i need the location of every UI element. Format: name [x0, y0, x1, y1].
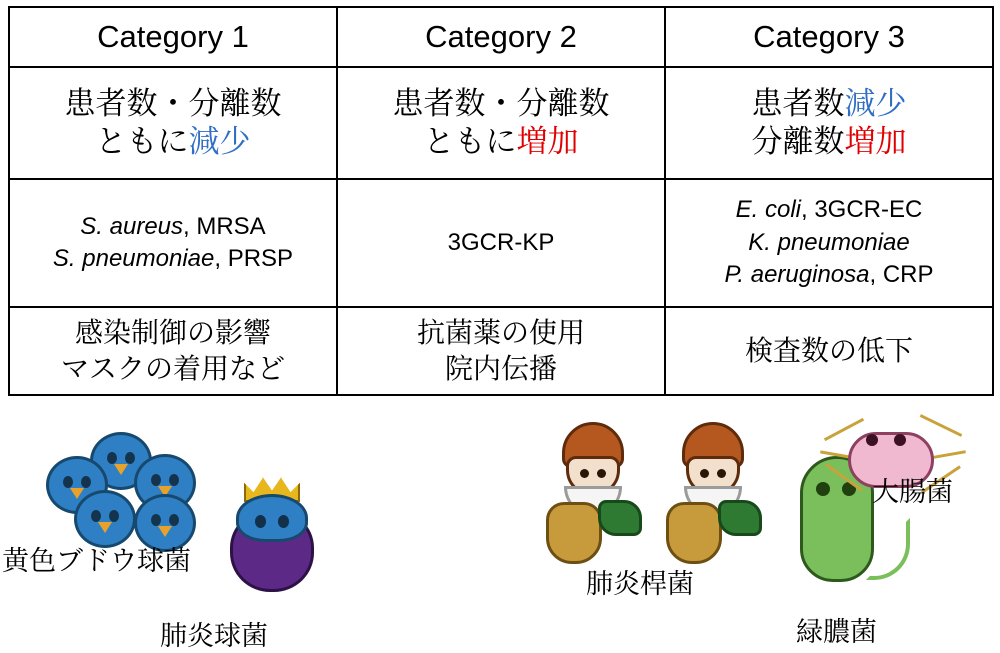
table-reason-row	[9, 307, 993, 395]
pneumococcus-illustration	[218, 476, 326, 606]
organism-line	[16, 243, 330, 275]
eye-icon	[717, 469, 726, 478]
eye-icon	[597, 469, 606, 478]
reason-line: マスクの着用など	[60, 353, 285, 384]
eye-icon	[278, 515, 289, 528]
trend-3-line-2-plain: 分離数	[751, 124, 845, 159]
label-staphylococcus: 黄色ブドウ球菌	[2, 546, 191, 576]
header-category-3: Category 3	[665, 7, 993, 67]
label-pneumococcus: 肺炎球菌	[160, 621, 268, 651]
organism-genus: S. aureus	[80, 212, 184, 240]
reason-cell-3	[665, 307, 993, 395]
flagellum-icon	[920, 414, 963, 437]
category-table	[8, 6, 994, 396]
flagellum-icon	[866, 518, 910, 580]
trend-3-increase-mark: 増加	[844, 124, 907, 159]
organisms-cell-2	[337, 179, 665, 307]
beak-icon	[114, 464, 128, 475]
leaf-icon	[718, 500, 762, 536]
reason-cell-2	[337, 307, 665, 395]
organisms-cell-1	[9, 179, 337, 307]
trend-1-line-1: 患者数・分離数	[64, 86, 282, 122]
organism-genus: E. coli	[735, 196, 801, 224]
category-table-wrapper	[8, 6, 992, 396]
illustration-area	[0, 414, 1000, 651]
beak-icon	[98, 522, 112, 533]
klebsiella-illustration	[540, 422, 644, 572]
eye-icon	[255, 515, 266, 528]
header-category-1: Category 1	[9, 7, 337, 67]
eye-icon	[866, 434, 878, 446]
reason-line: 院内伝播	[444, 353, 557, 384]
reason-cell-1	[9, 307, 337, 395]
trend-3-line-1-plain: 患者数	[751, 86, 845, 122]
trend-2-line-2-plain: ともに	[423, 124, 517, 159]
reason-line: 感染制御の影響	[74, 317, 271, 349]
sack-icon	[666, 502, 722, 564]
organism-genus: K. pneumoniae	[748, 228, 910, 256]
trend-cell-3	[665, 67, 993, 179]
organism-genus: S. pneumoniae	[52, 245, 215, 272]
organisms-cell-3	[665, 179, 993, 307]
organism-line: 3GCR-KP	[447, 228, 555, 256]
trend-2-line-1: 患者数・分離数	[392, 86, 610, 122]
organism-rest: , CRP	[869, 261, 934, 289]
trend-2-line-2	[344, 123, 658, 161]
label-pseudomonas: 緑膿菌	[796, 617, 877, 647]
organism-rest: , MRSA	[183, 212, 266, 240]
organism-line	[16, 211, 330, 243]
reason-line: 検査数の低下	[744, 335, 913, 367]
klebsiella-illustration	[660, 422, 764, 572]
staphylococcus-illustration	[38, 432, 228, 552]
beak-icon	[70, 488, 84, 499]
reason-line: 抗菌薬の使用	[416, 317, 585, 349]
eye-icon	[700, 469, 709, 478]
pneumococcus-face	[236, 494, 308, 542]
trend-cell-1	[9, 67, 337, 179]
trend-1-line-2-plain: ともに	[95, 124, 189, 159]
table-trend-row	[9, 67, 993, 179]
trend-3-decrease-mark: 減少	[844, 86, 907, 122]
eye-icon	[894, 434, 906, 446]
organism-genus: P. aeruginosa	[724, 261, 870, 289]
eye-icon	[580, 469, 589, 478]
beak-icon	[158, 526, 172, 537]
leaf-icon	[598, 500, 642, 536]
table-header-row	[9, 7, 993, 67]
trend-cell-2	[337, 67, 665, 179]
table-organisms-row	[9, 179, 993, 307]
trend-1-decrease-mark: 減少	[188, 124, 251, 159]
organism-line	[672, 259, 986, 291]
organism-rest: , 3GCR-EC	[801, 196, 923, 224]
label-klebsiella: 肺炎桿菌	[586, 569, 694, 599]
organism-line	[672, 227, 986, 259]
trend-2-increase-mark: 増加	[516, 124, 579, 159]
trend-1-line-2	[16, 123, 330, 161]
label-ecoli: 大腸菌	[872, 477, 953, 507]
organism-rest: , PRSP	[214, 245, 294, 272]
header-category-2: Category 2	[337, 7, 665, 67]
trend-3-line-1	[672, 85, 986, 123]
organism-line	[672, 194, 986, 226]
sack-icon	[546, 502, 602, 564]
trend-3-line-2	[672, 123, 986, 161]
